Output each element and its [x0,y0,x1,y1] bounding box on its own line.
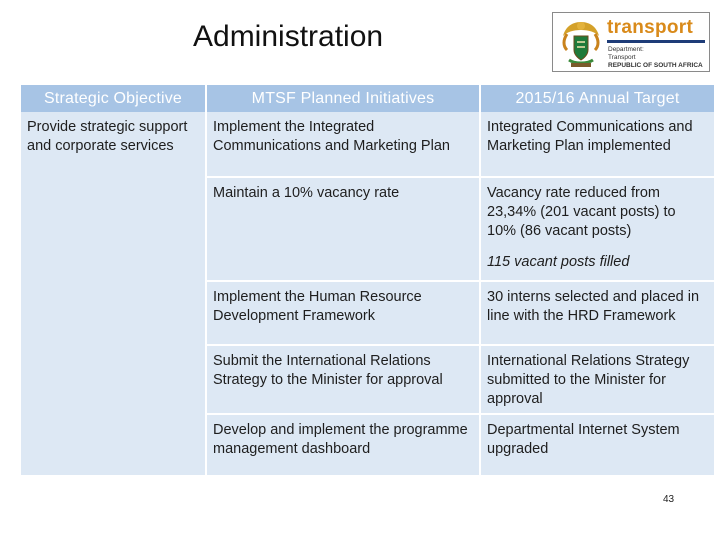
header-mtsf-initiatives: MTSF Planned Initiatives [207,85,479,112]
page-number: 43 [663,494,675,505]
coat-of-arms-icon [557,16,605,70]
target-cell: Integrated Communications and Marketing Plan implemented [481,112,714,178]
logo-line-department: Department: [608,46,644,53]
slide-title: Administration [193,20,384,53]
initiative-cell: Implement the Integrated Communications and Marketing Plan [207,112,479,178]
target-cell [481,178,714,282]
header-strategic-objective: Strategic Objective [21,85,205,112]
target-text: Vacancy rate reduced from 23,34% (201 vacant posts) to 10% (86 vacant posts) [487,185,676,239]
logo-line-country: REPUBLIC OF SOUTH AFRICA [608,62,703,69]
header-annual-target: 2015/16 Annual Target [481,85,714,112]
target-cell: International Relations Strategy submitted to the Minister for approval [481,346,714,415]
initiative-cell: Implement the Human Resource Development Framework [207,282,479,346]
table-row [21,112,714,178]
logo-divider [607,40,705,43]
initiative-cell: Submit the International Relations Strategy to the Minister for approval [207,346,479,415]
strategic-objective-cell: Provide strategic support and corporate services [21,112,205,477]
target-cell: 30 interns selected and placed in line with the HRD Framework [481,282,714,346]
initiative-cell: Maintain a 10% vacancy rate [207,178,479,282]
logo-brand-text: transport [607,17,694,38]
target-cell: Departmental Internet System upgraded [481,415,714,477]
objectives-table [19,85,716,477]
initiative-cell: Develop and implement the programme management dashboard [207,415,479,477]
target-note: 115 vacant posts filled [487,254,630,270]
table-header-row [21,85,714,112]
department-logo [552,12,710,72]
logo-line-transport: Transport [608,54,636,61]
